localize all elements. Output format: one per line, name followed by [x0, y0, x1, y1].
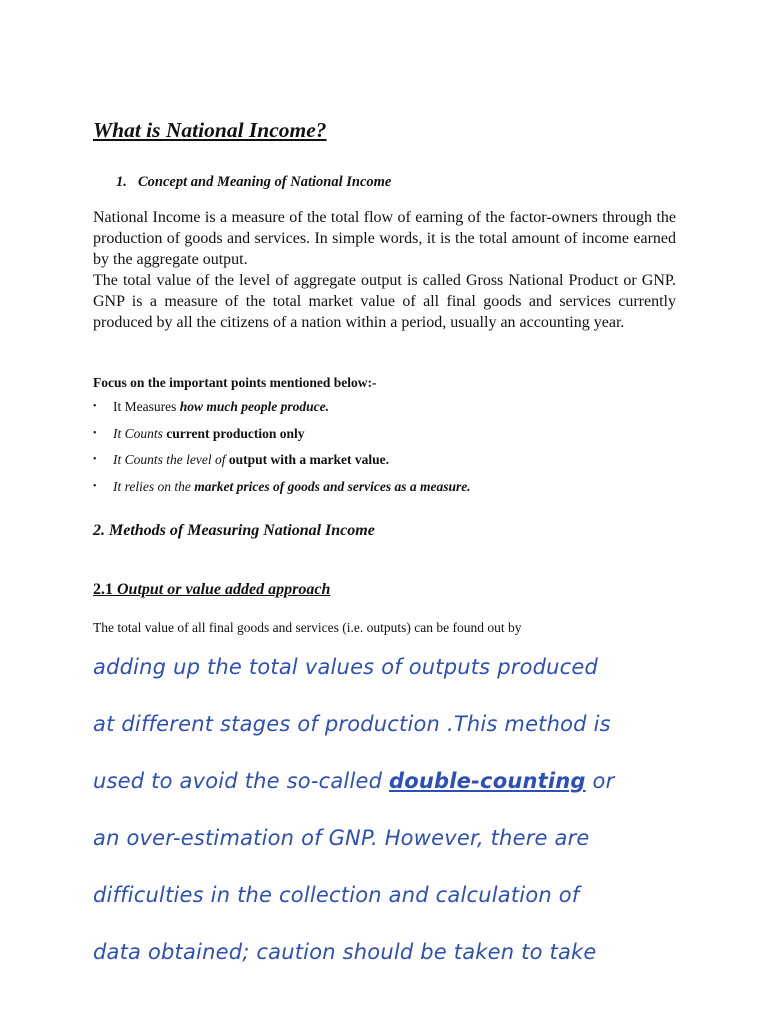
intro-line: The total value of all final goods and services (i.e. outputs) can be found out by	[93, 620, 522, 635]
section-2-1-heading	[93, 581, 330, 599]
section-2-heading: 2. Methods of Measuring National Income	[93, 522, 375, 539]
page-title: What is National Income?	[93, 118, 327, 142]
section-1-title: Concept and Meaning of National Income	[138, 174, 392, 190]
bullet-prefix: It Counts the level of	[113, 452, 229, 467]
list-item	[93, 476, 471, 503]
handwritten-line: difficulties in the collection and calculation of	[93, 883, 580, 907]
bullet-prefix: It Counts	[113, 425, 167, 441]
handwritten-line: data obtained; caution should be taken to take	[93, 940, 597, 964]
bullet-icon: •	[93, 401, 97, 412]
bullet-emphasis: market prices of goods and services as a measure.	[194, 478, 471, 494]
focus-heading: Focus on the important points mentioned below:-	[93, 375, 377, 390]
bullet-icon: •	[93, 454, 97, 465]
bullet-emphasis: current production only	[166, 425, 305, 441]
handwritten-line: at different stages of production .This method is	[93, 712, 611, 736]
bullet-icon: •	[93, 427, 97, 439]
bullet-prefix: It relies on the	[113, 478, 195, 494]
paragraph-national-income: National Income is a measure of the total flow of earning of the factor-owners through the production of goods and services. In simple words, it is the total amount of income earned by the aggregate output.	[93, 209, 676, 268]
list-item	[93, 396, 471, 423]
bullet-emphasis: how much people produce.	[179, 399, 329, 414]
handwritten-line	[93, 769, 733, 793]
bullet-list	[93, 396, 471, 502]
double-counting-emphasis: double-counting	[389, 769, 586, 793]
section-2-1-title: Output or value added approach	[117, 581, 331, 598]
bullet-emphasis: output with a market value.	[228, 452, 389, 467]
list-item	[93, 449, 471, 476]
bullet-icon: •	[93, 480, 97, 492]
handwritten-text: used to avoid the so-called	[93, 769, 390, 793]
handwritten-text: or	[585, 769, 615, 793]
section-1-number: 1.	[116, 174, 127, 190]
paragraph-gnp: The total value of the level of aggregate output is called Gross National Product or GNP. GNP is a measure of the total market value of all final goods and services currently produced by all the citizens of a nation within a period, usually an accounting year.	[93, 272, 676, 331]
list-item	[93, 423, 471, 450]
section-2-1-number: 2.1	[93, 581, 113, 598]
section-1-heading	[116, 174, 391, 191]
handwritten-line: adding up the total values of outputs produced	[93, 655, 599, 679]
bullet-prefix: It Measures	[113, 399, 180, 414]
handwritten-line: an over-estimation of GNP. However, there are	[93, 826, 590, 850]
